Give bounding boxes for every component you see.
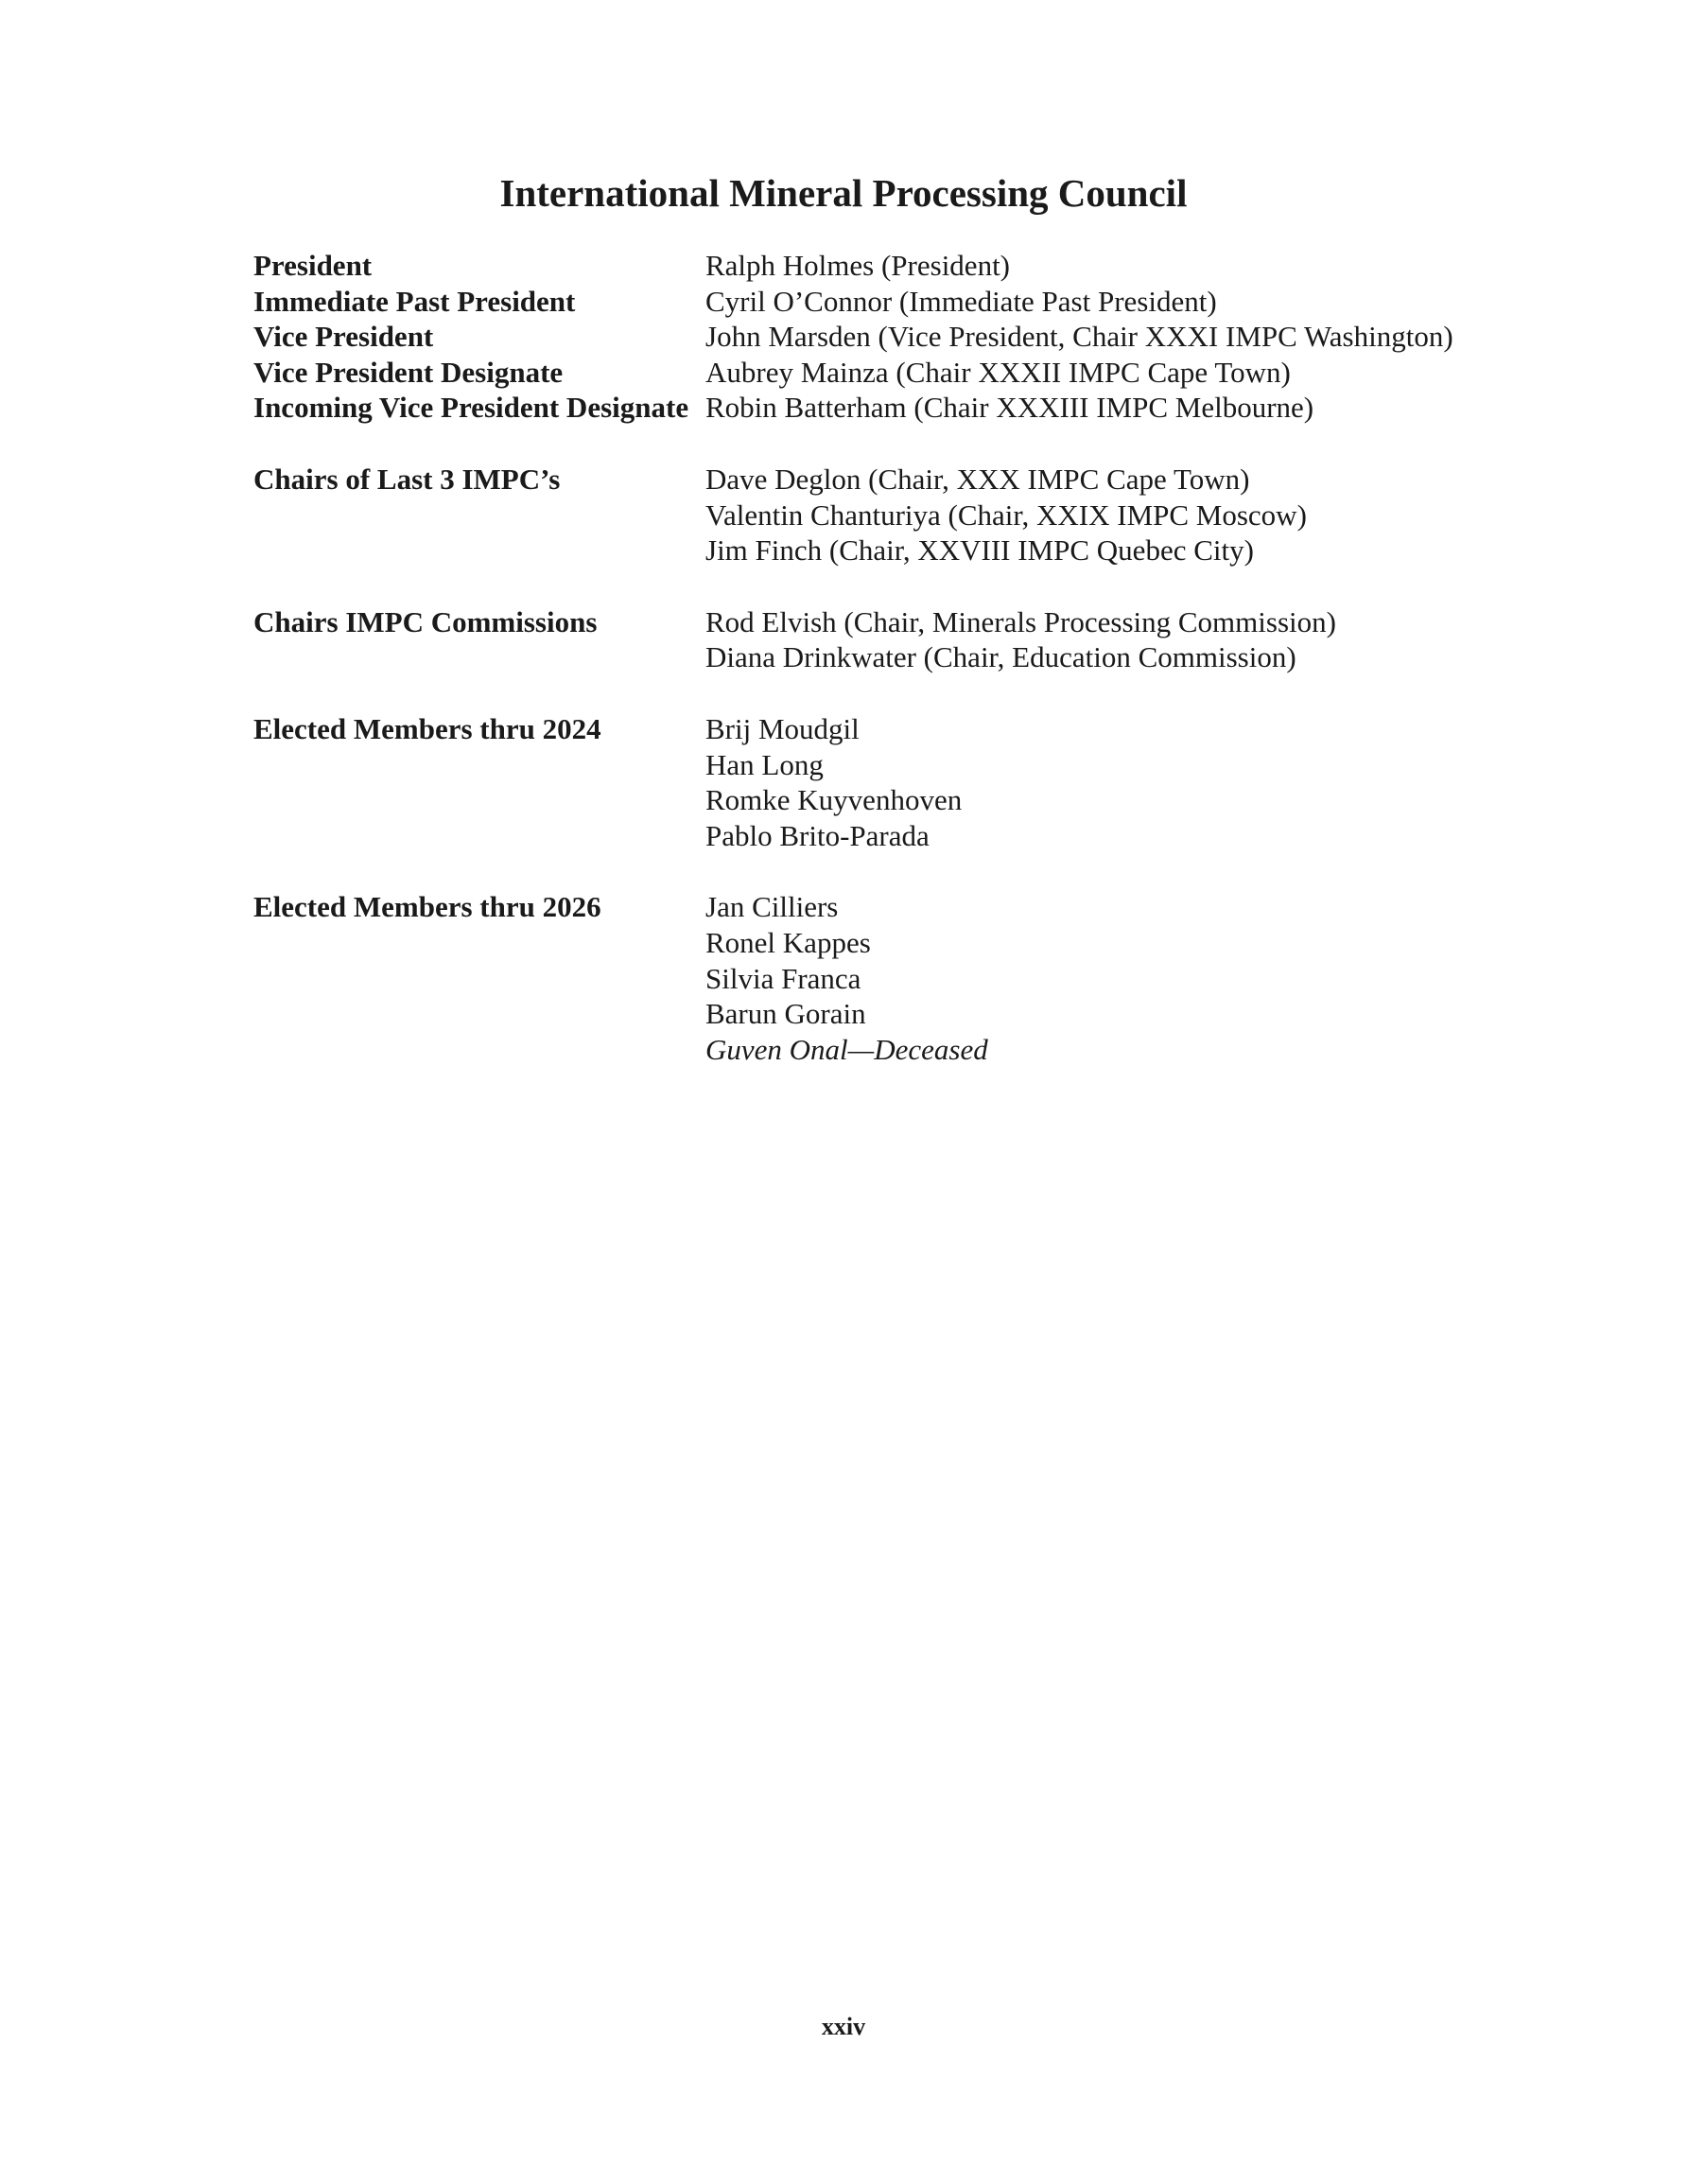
- section-label: Chairs of Last 3 IMPC’s: [253, 462, 561, 496]
- section-label: Chairs IMPC Commissions: [253, 604, 598, 638]
- officer-roles: [253, 248, 705, 426]
- list-item: Dave Deglon (Chair, XXX IMPC Cape Town): [705, 462, 1250, 496]
- list-item: Pablo Brito-Parada: [705, 818, 930, 852]
- section-label: Elected Members thru 2024: [253, 711, 601, 745]
- role-president: President: [253, 249, 373, 282]
- member-list: [705, 889, 1483, 1067]
- chairs-last-3-section: [253, 462, 1483, 568]
- list-item: Silvia Franca: [705, 961, 861, 995]
- role-immediate-past-president: Immediate Past President: [253, 284, 576, 318]
- member-vice-president: John Marsden (Vice President, Chair XXXI IMPC Washington): [705, 320, 1453, 354]
- list-item: Han Long: [705, 747, 824, 781]
- list-item: Diana Drinkwater (Chair, Education Commission): [705, 640, 1296, 674]
- elected-2026-section: [253, 889, 1483, 1067]
- list-item: Valentin Chanturiya (Chair, XXIX IMPC Moscow): [705, 498, 1307, 532]
- officers-section: [253, 248, 1483, 426]
- member-list: [705, 462, 1483, 568]
- officer-members: [705, 248, 1483, 426]
- member-president: Ralph Holmes (President): [705, 249, 1011, 282]
- role-incoming-vice-president-designate: Incoming Vice President Designate: [253, 391, 689, 425]
- member-immediate-past-president: Cyril O’Connor (Immediate Past President): [705, 284, 1217, 318]
- council-roster: [253, 248, 1483, 1103]
- list-item: Barun Gorain: [705, 997, 866, 1031]
- page-title: International Mineral Processing Council: [499, 171, 1188, 215]
- role-vice-president: Vice President: [253, 320, 434, 354]
- member-list: [705, 711, 1483, 853]
- commission-chairs-section: [253, 604, 1483, 675]
- list-item-deceased: Guven Onal—Deceased: [705, 1032, 988, 1066]
- elected-2024-section: [253, 711, 1483, 853]
- page-number: xxiv: [821, 2013, 866, 2040]
- list-item: Rod Elvish (Chair, Minerals Processing Commission): [705, 604, 1336, 638]
- section-label: Elected Members thru 2026: [253, 890, 601, 924]
- member-vice-president-designate: Aubrey Mainza (Chair XXXII IMPC Cape Town): [705, 355, 1291, 389]
- list-item: Jan Cilliers: [705, 890, 839, 924]
- list-item: Romke Kuyvenhoven: [705, 783, 963, 817]
- member-incoming-vice-president-designate: Robin Batterham (Chair XXXIII IMPC Melbourne): [705, 391, 1314, 425]
- list-item: Jim Finch (Chair, XXVIII IMPC Quebec City): [705, 533, 1254, 568]
- member-list: [705, 604, 1483, 675]
- list-item: Brij Moudgil: [705, 711, 860, 745]
- list-item: Ronel Kappes: [705, 925, 871, 959]
- role-vice-president-designate: Vice President Designate: [253, 355, 564, 389]
